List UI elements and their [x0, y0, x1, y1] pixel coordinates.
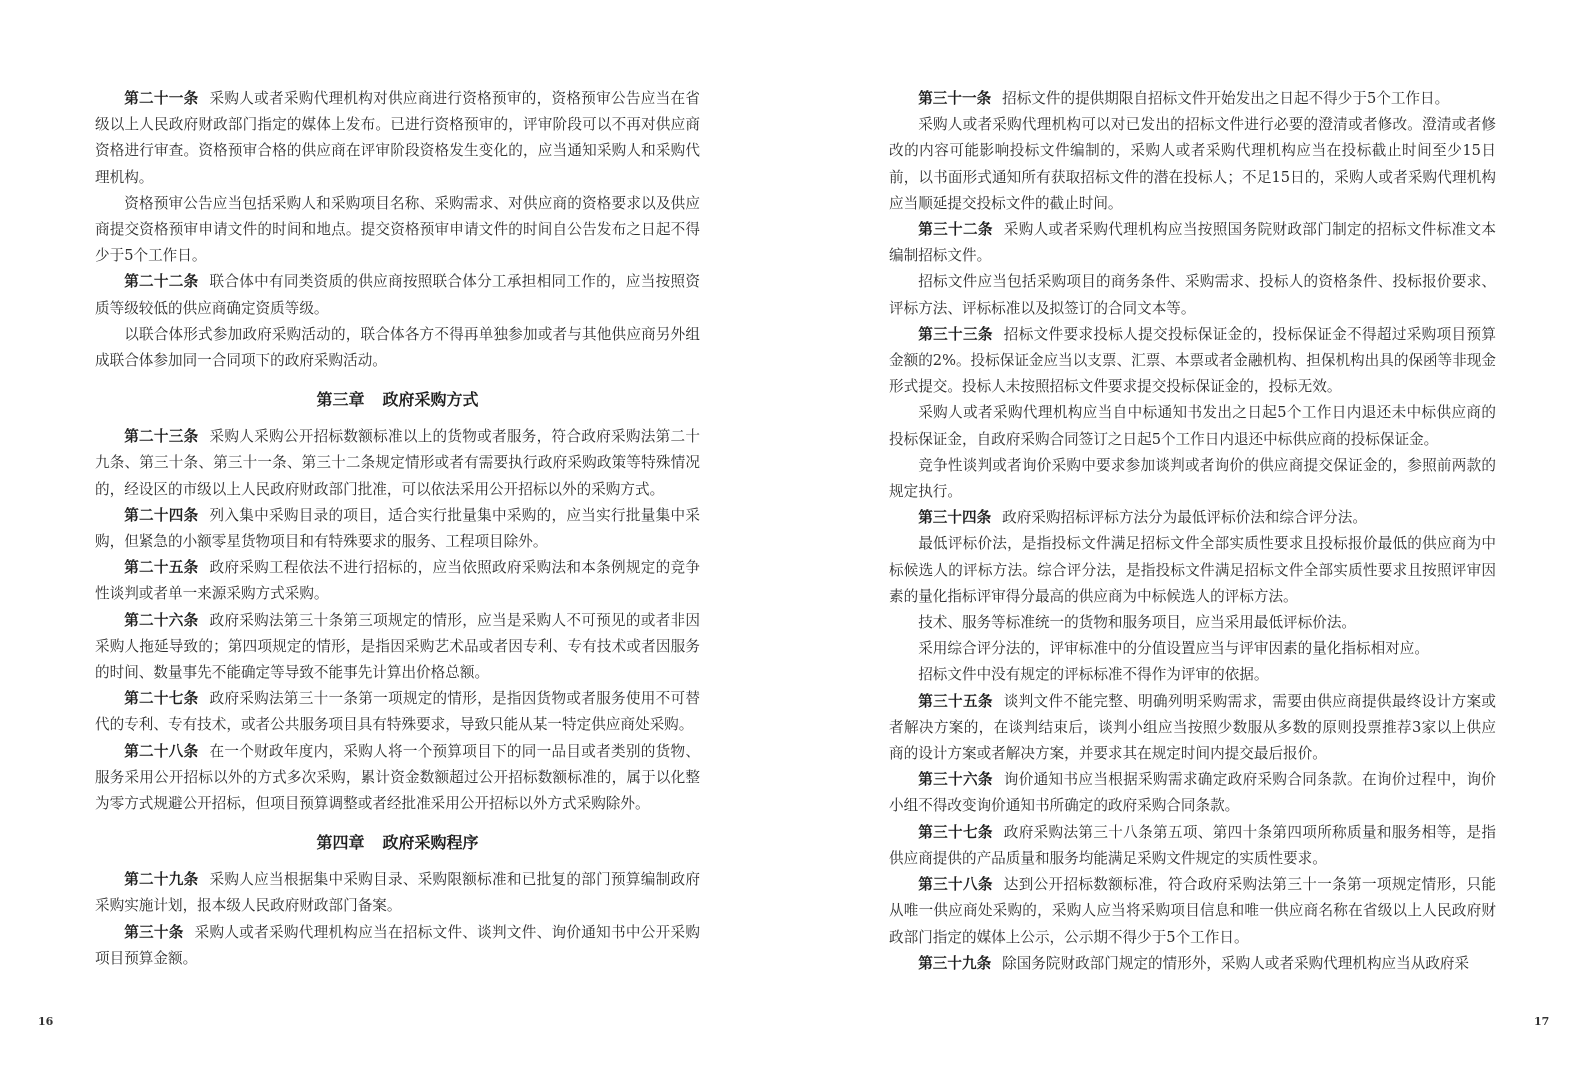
article-number: 第三十七条: [918, 823, 993, 841]
paragraph-text: 政府采购法第三十八条第五项、第四十条第四项所称质量和服务相等，是指供应商提供的产品质量和服务均能满足采购文件规定的实质性要求。: [889, 823, 1496, 867]
article-number: 第二十七条: [124, 690, 199, 708]
chapter-title: 政府采购方式: [382, 390, 479, 410]
article-paragraph: [95, 920, 700, 972]
paragraph: [889, 531, 1496, 610]
paragraph-text: 采购人或者采购代理机构应当在招标文件、谈判文件、询价通知书中公开采购项目预算金额。: [95, 923, 700, 967]
article-paragraph: [889, 820, 1496, 872]
paragraph-text: 采购人或者采购代理机构可以对已发出的招标文件进行必要的澄清或者修改。澄清或者修改的内容可能影响投标文件编制的，采购人或者采购代理机构应当在投标截止时间至少15日前，以书面形式通知所有获取招标文件的潜在投标人；不足15日的，采购人或者采购代理机构应当顺延提交投标文件的截止时间。: [889, 116, 1496, 212]
chapter-heading: [95, 831, 700, 855]
paragraph-text: 以联合体形式参加政府采购活动的，联合体各方不得再单独参加或者与其他供应商另外组成联合体参加同一合同项下的政府采购活动。: [95, 325, 700, 370]
paragraph-text: 招标文件的提供期限自招标文件开始发出之日起不得少于5个工作日。: [1002, 90, 1450, 107]
article-paragraph: [889, 322, 1496, 401]
article-number: 第二十三条: [124, 428, 199, 446]
paragraph-text: 在一个财政年度内，采购人将一个预算项目下的同一品目或者类别的货物、服务采用公开招标以外的方式多次采购，累计资金数额超过公开招标数额标准的，属于以化整为零方式规避公开招标，但项目预算调整或者经批准采用公开招标以外方式采购除外。: [95, 742, 700, 813]
page-number-right: 17: [1534, 1015, 1550, 1028]
paragraph: [95, 322, 700, 374]
article-number: 第三十一条: [918, 90, 992, 107]
paragraph-text: 竞争性谈判或者询价采购中要求参加谈判或者询价的供应商提交保证金的，参照前两款的规定执行。: [889, 456, 1496, 501]
article-number: 第三十条: [124, 923, 184, 941]
paragraph-text: 政府采购招标评标方法分为最低评标价法和综合评分法。: [1002, 509, 1367, 527]
article-paragraph: [95, 424, 700, 503]
article-paragraph: [95, 686, 700, 738]
paragraph-text: 列入集中采购目录的项目，适合实行批量集中采购的，应当实行批量集中采购，但紧急的小额零星货物项目和有特殊要求的服务、工程项目除外。: [95, 506, 700, 551]
paragraph-text: 资格预审公告应当包括采购人和采购项目名称、采购需求、对供应商的资格要求以及供应商提交资格预审申请文件的时间和地点。提交资格预审申请文件的时间自公告发布之日起不得少于5个工作日。: [95, 194, 700, 265]
article-paragraph: [889, 872, 1496, 951]
article-number: 第二十四条: [124, 506, 199, 524]
paragraph-text: 询价通知书应当根据采购需求确定政府采购合同条款。在询价过程中，询价小组不得改变询价通知书所确定的政府采购合同条款。: [889, 771, 1496, 815]
paragraph-text: 技术、服务等标准统一的货物和服务项目，应当采用最低评标价法。: [918, 614, 1357, 632]
paragraph-text: 招标文件要求投标人提交投标保证金的，投标保证金不得超过采购项目预算金额的2%。投标保证金应当以支票、汇票、本票或者金融机构、担保机构出具的保函等非现金形式提交。投标人未按照招标文件要求提交投标保证金的，投标无效。: [889, 325, 1496, 396]
left-page-content: [95, 86, 700, 972]
paragraph-text: 采用综合评分法的，评审标准中的分值设置应当与评审因素的量化指标相对应。: [918, 640, 1429, 658]
article-number: 第二十八条: [124, 742, 199, 760]
paragraph-text: 达到公开招标数额标准，符合政府采购法第三十一条第一项规定情形，只能从唯一供应商处采购的，采购人应当将采购项目信息和唯一供应商名称在省级以上人民政府财政部门指定的媒体上公示，公示期不得少于5个工作日。: [889, 876, 1496, 946]
chapter-title: 政府采购程序: [382, 833, 479, 853]
paragraph-text: 政府采购工程依法不进行招标的，应当依照政府采购法和本条例规定的竞争性谈判或者单一来源采购方式采购。: [95, 559, 700, 603]
article-paragraph: [95, 269, 700, 321]
paragraph-text: 政府采购法第三十条第三项规定的情形，应当是采购人不可预见的或者非因采购人拖延导致的；第四项规定的情形，是指因采购艺术品或者因专利、专有技术或者因服务的时间、数量事先不能确定等导致不能事先计算出价格总额。: [95, 611, 700, 682]
paragraph-text: 谈判文件不能完整、明确列明采购需求，需要由供应商提供最终设计方案或者解决方案的，在谈判结束后，谈判小组应当按照少数服从多数的原则投票推荐3家以上供应商的设计方案或者解决方案，并要求其在规定时间内提交最后报价。: [889, 692, 1496, 763]
paragraph-text: 政府采购法第三十一条第一项规定的情形，是指因货物或者服务使用不可替代的专利、专有技术，或者公共服务项目具有特殊要求，导致只能从某一特定供应商处采购。: [95, 690, 700, 734]
article-number: 第二十二条: [124, 273, 199, 291]
paragraph: [95, 191, 700, 270]
paragraph-text: 采购人应当根据集中采购目录、采购限额标准和已批复的部门预算编制政府采购实施计划，报本级人民政府财政部门备案。: [95, 871, 700, 915]
paragraph-text: 联合体中有同类资质的供应商按照联合体分工承担相同工作的，应当按照资质等级较低的供应商确定资质等级。: [95, 273, 700, 317]
article-paragraph: [889, 217, 1496, 269]
chapter-number: 第四章: [316, 833, 365, 853]
article-number: 第二十五条: [124, 559, 199, 577]
article-number: 第三十四条: [918, 509, 992, 527]
article-paragraph: [95, 867, 700, 919]
paragraph: [889, 610, 1496, 636]
paragraph: [889, 453, 1496, 505]
article-number: 第二十一条: [124, 90, 199, 107]
article-number: 第二十六条: [124, 611, 199, 629]
paragraph: [889, 636, 1496, 662]
paragraph-text: 采购人或者采购代理机构对供应商进行资格预审的，资格预审公告应当在省级以上人民政府财政部门指定的媒体上发布。已进行资格预审的，评审阶段可以不再对供应商资格进行审查。资格预审合格的供应商在评审阶段资格发生变化的，应当通知采购人和采购代理机构。: [95, 90, 700, 186]
paragraph-text: 采购人采购公开招标数额标准以上的货物或者服务，符合政府采购法第二十九条、第三十条、第三十一条、第三十二条规定情形或者有需要执行政府采购政策等特殊情况的，经设区的市级以上人民政府财政部门批准，可以依法采用公开招标以外的采购方式。: [95, 428, 700, 498]
article-paragraph: [95, 608, 700, 687]
paragraph: [889, 112, 1496, 217]
paragraph-text: 采购人或者采购代理机构应当自中标通知书发出之日起5个工作日内退还未中标供应商的投标保证金，自政府采购合同签订之日起5个工作日内退还中标供应商的投标保证金。: [889, 404, 1496, 448]
article-number: 第三十八条: [918, 876, 993, 894]
right-page: [794, 0, 1587, 1077]
article-paragraph: [889, 86, 1496, 112]
article-paragraph: [889, 505, 1496, 531]
page-number-left: 16: [38, 1015, 54, 1028]
right-page-content: [889, 86, 1496, 977]
article-paragraph: [889, 689, 1496, 768]
article-paragraph: [95, 503, 700, 555]
article-paragraph: [95, 555, 700, 607]
paragraph-text: 招标文件中没有规定的评标标准不得作为评审的依据。: [918, 666, 1269, 684]
left-page: [0, 0, 793, 1077]
chapter-number: 第三章: [316, 390, 365, 410]
article-paragraph: [95, 739, 700, 818]
paragraph-text: 招标文件应当包括采购项目的商务条件、采购需求、投标人的资格条件、投标报价要求、评标方法、评标标准以及拟签订的合同文本等。: [889, 273, 1496, 317]
article-paragraph: [889, 767, 1496, 819]
paragraph-text: 最低评标价法，是指投标文件满足招标文件全部实质性要求且投标报价最低的供应商为中标候选人的评标方法。综合评分法，是指投标文件满足招标文件全部实质性要求且按照评审因素的量化指标评审得分最高的供应商为中标候选人的评标方法。: [889, 535, 1496, 605]
article-number: 第三十六条: [918, 771, 993, 789]
article-number: 第三十五条: [918, 692, 993, 710]
article-number: 第三十二条: [918, 221, 993, 239]
article-number: 第三十九条: [918, 954, 992, 972]
article-number: 第二十九条: [124, 871, 199, 889]
paragraph-text: 除国务院财政部门规定的情形外，采购人或者采购代理机构应当从政府采: [1002, 954, 1470, 972]
paragraph-text: 采购人或者采购代理机构应当按照国务院财政部门制定的招标文件标准文本编制招标文件。: [889, 221, 1496, 265]
article-paragraph: [95, 86, 700, 191]
paragraph: [889, 400, 1496, 452]
paragraph: [889, 662, 1496, 688]
chapter-heading: [95, 388, 700, 412]
article-number: 第三十三条: [918, 325, 993, 343]
paragraph: [889, 269, 1496, 321]
article-paragraph: [889, 951, 1496, 977]
